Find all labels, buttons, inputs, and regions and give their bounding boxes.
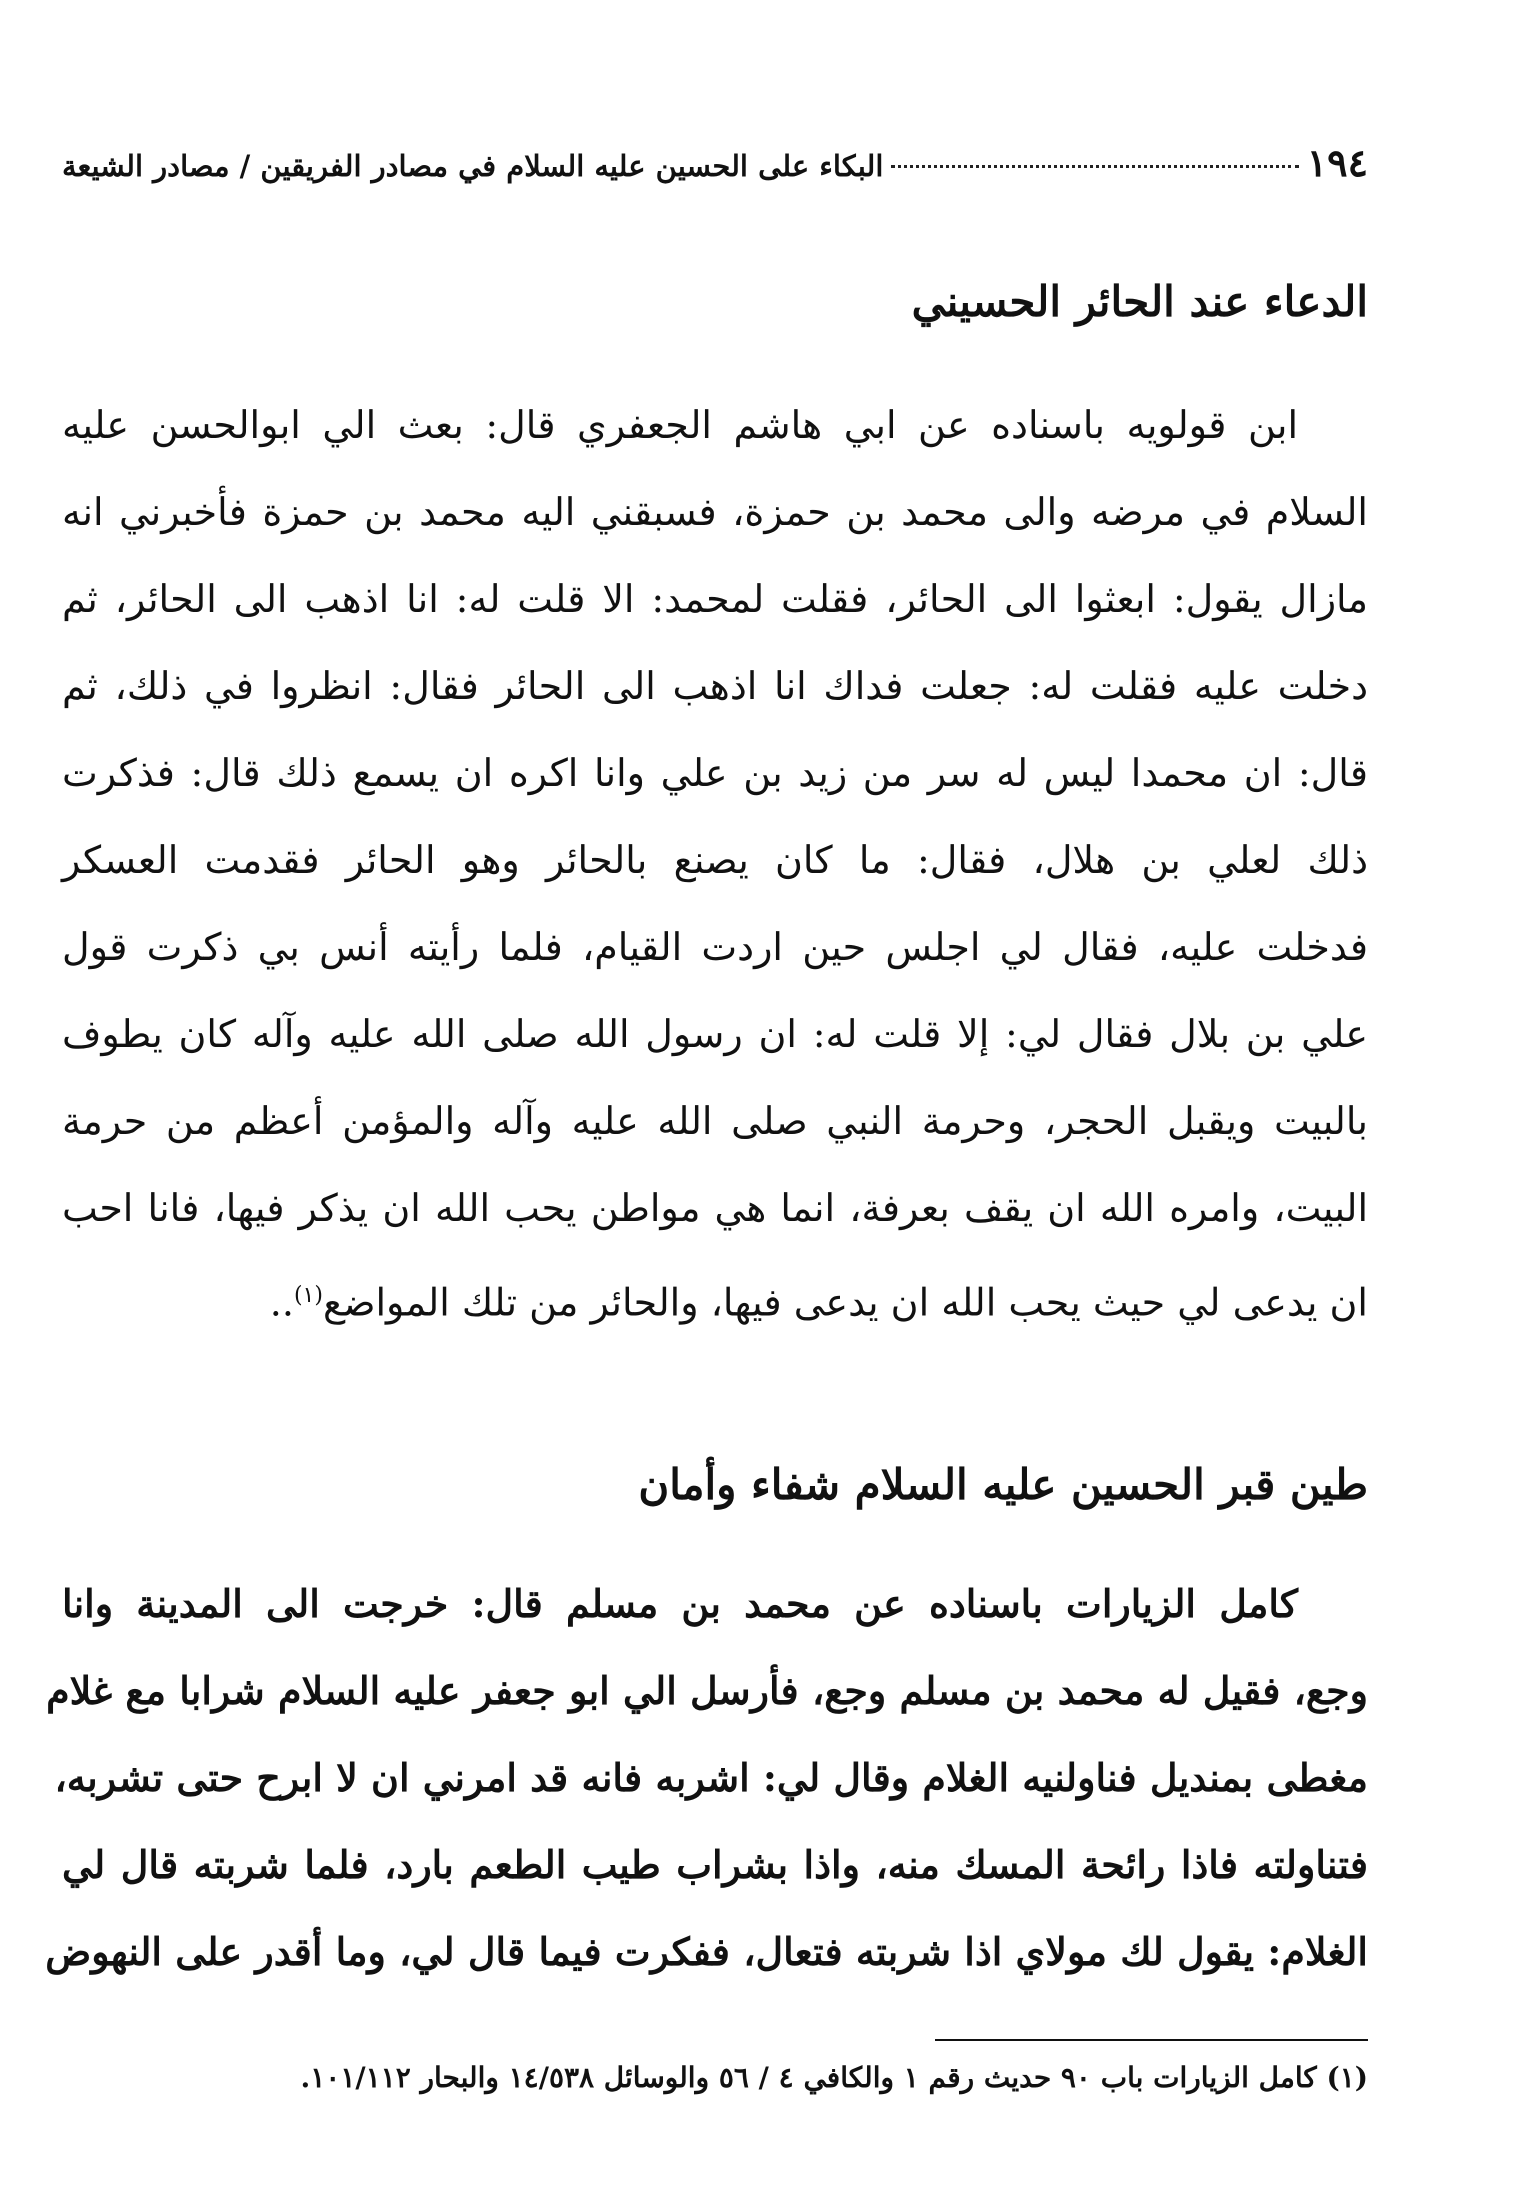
paragraph-line: ذلك لعلي بن هلال، فقال: ما كان يصنع بالحائر وهو الحائر فقدمت العسكر <box>62 838 1368 882</box>
footnote: (١) كامل الزيارات باب ٩٠ حديث رقم ١ والكافي ٤ / ٥٦ والوسائل ١٤/٥٣٨ والبحار ١٠١/١١٢. <box>300 2061 1368 2094</box>
section-heading-tin: طين قبر الحسين عليه السلام شفاء وأمان <box>638 1460 1368 1509</box>
paragraph-line: كامل الزيارات باسناده عن محمد بن مسلم قال: خرجت الى المدينة وانا <box>62 1581 1298 1626</box>
paragraph-line: وجع، فقيل له محمد بن مسلم وجع، فأرسل الي ابو جعفر عليه السلام شرابا مع غلام <box>46 1668 1368 1713</box>
section-1-body <box>62 382 1368 1347</box>
page-number: ١٩٤ <box>1306 140 1368 185</box>
paragraph-line: بالبيت ويقبل الحجر، وحرمة النبي صلى الله عليه وآله والمؤمن أعظم من حرمة <box>62 1099 1368 1143</box>
paragraph-line: البيت، وامره الله ان يقف بعرفة، انما هي مواطن يحب الله ان يذكر فيها، فانا احب <box>62 1186 1368 1230</box>
section-2 <box>62 1455 1368 1515</box>
paragraph-line: السلام في مرضه والى محمد بن حمزة، فسبقني اليه محمد بن حمزة فأخبرني انه <box>62 490 1368 534</box>
paragraph-line: قال: ان محمدا ليس له سر من زيد بن علي وانا اكره ان يسمع ذلك قال: فذكرت <box>62 751 1368 795</box>
footnote-separator <box>935 2039 1368 2041</box>
paragraph-line-text: ان يدعى لي حيث يحب الله ان يدعى فيها، والحائر من تلك المواضع <box>322 1280 1368 1325</box>
section-heading-dua: الدعاء عند الحائر الحسيني <box>911 277 1368 326</box>
paragraph-line: الغلام: يقول لك مولاي اذا شربته فتعال، ففكرت فيما قال لي، وما أقدر على النهوض <box>45 1929 1368 1974</box>
running-header <box>62 140 1368 185</box>
paragraph-line: فتناولته فاذا رائحة المسك منه، واذا بشراب طيب الطعم بارد، فلما شربته قال لي <box>62 1842 1368 1887</box>
paragraph-line: ابن قولويه باسناده عن ابي هاشم الجعفري قال: بعث الي ابوالحسن عليه <box>62 403 1298 447</box>
paragraph-line: دخلت عليه فقلت له: جعلت فداك انا اذهب الى الحائر فقال: انظروا في ذلك، ثم <box>62 664 1368 708</box>
section-2-body <box>45 1560 1368 1995</box>
paragraph-last-line <box>62 1252 1368 1347</box>
header-title: البكاء على الحسين عليه السلام في مصادر الفريقين / مصادر الشيعة <box>62 149 884 183</box>
paragraph-line: مغطى بمنديل فناولنيه الغلام وقال لي: اشربه فانه قد امرني ان لا ابرح حتى تشربه، <box>54 1755 1368 1800</box>
paragraph-line: مازال يقول: ابعثوا الى الحائر، فقلت لمحمد: الا قلت له: انا اذهب الى الحائر، ثم <box>62 577 1368 621</box>
footnote-reference: (١) <box>293 1283 323 1308</box>
header-leader-dots <box>891 165 1298 168</box>
section-1 <box>62 272 1368 332</box>
trailing-dots: .. <box>269 1280 294 1325</box>
paragraph-line: علي بن بلال فقال لي: إلا قلت له: ان رسول الله صلى الله عليه وآله كان يطوف <box>62 1012 1368 1056</box>
paragraph-line: فدخلت عليه، فقال لي اجلس حين اردت القيام، فلما رأيته أنس بي ذكرت قول <box>62 925 1368 969</box>
